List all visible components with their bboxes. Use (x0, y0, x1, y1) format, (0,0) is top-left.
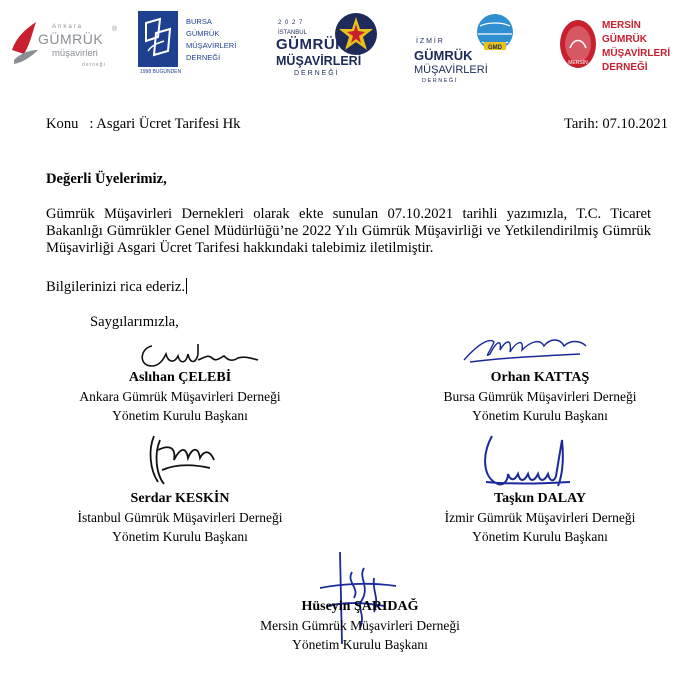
signatory-org: İstanbul Gümrük Müşavirleri Derneği (77, 510, 283, 525)
istanbul-logo-line2: MÜŞAVİRLERİ (276, 54, 362, 68)
info-line (46, 278, 187, 296)
signature-kattas-icon (460, 332, 590, 372)
mersin-logo-line2: GÜMRÜK (602, 34, 647, 45)
signatory-title: Yönetim Kurulu Başkanı (112, 408, 248, 423)
izmir-logo-city: İ Z M İ R (416, 38, 443, 45)
ankara-logo-reg: ® (112, 26, 118, 33)
date-text: Tarih: 07.10.2021 (564, 116, 668, 132)
signatory-org: İzmir Gümrük Müşavirleri Derneği (444, 510, 636, 525)
ankara-logo-top: Ankara (52, 24, 84, 30)
main-paragraph: Gümrük Müşavirleri Dernekleri olarak ekte sunulan 07.10.2021 tarihli yazımızla, T.C. Ticaret Bakanlığı Gümrükler Genel Müdürlüğü’ne 2022 Yılı Gümrük Müşavirliği ve Yetkilendirilmiş Gümrük Müşavirliği Asgari Ücret Tarifesi hakkındaki talebimiz iletilmiştir. (46, 206, 651, 256)
istanbul-logo-city: İSTANBUL (278, 30, 307, 36)
izmir-globe-icon (470, 12, 520, 56)
signatory-name: Taşkın DALAY (494, 491, 586, 506)
mersin-logo (558, 12, 688, 84)
bursa-logo-line2: GÜMRÜK (186, 29, 220, 38)
bursa-logo-est: 1998 BUGÜNDEN (140, 69, 182, 75)
mersin-logo-line4: DERNEĞİ (602, 62, 648, 73)
bursa-emblem-icon (138, 11, 178, 67)
ankara-logo-bottom: derneği (82, 62, 106, 68)
greeting: Değerli Üyelerimiz, (46, 171, 167, 187)
ankara-logo (10, 18, 120, 76)
subject-text: : Asgari Ücret Tarifesi Hk (89, 116, 241, 132)
ankara-emblem-icon (10, 20, 40, 68)
signatory-title: Yönetim Kurulu Başkanı (472, 529, 608, 544)
istanbul-logo-line3: D E R N E Ğ İ (294, 70, 338, 77)
ankara-logo-sub: müşavirleri (52, 48, 98, 59)
text-cursor (186, 278, 187, 294)
ankara-logo-main: GÜMRÜK (38, 31, 104, 47)
signatory-ankara (40, 368, 320, 425)
signatory-title: Yönetim Kurulu Başkanı (472, 408, 608, 423)
signatory-istanbul (40, 489, 320, 546)
signatory-mersin (220, 597, 500, 654)
subject-label: Konu (46, 116, 79, 132)
mersin-seal-icon (558, 18, 598, 74)
mersin-logo-line1: MERSİN (602, 20, 641, 31)
signatory-title: Yönetim Kurulu Başkanı (112, 529, 248, 544)
signatory-org: Ankara Gümrük Müşavirleri Derneği (79, 389, 281, 404)
signature-keskin-icon (140, 430, 220, 490)
istanbul-logo-year: 2 0 2 7 (278, 20, 304, 26)
bursa-logo-line1: BURSA (186, 17, 212, 26)
mersin-logo-line3: MÜŞAVİRLERİ (602, 48, 671, 59)
izmir-logo (414, 12, 526, 84)
mersin-seal-text: MERSİN (568, 60, 588, 66)
signatory-name: Orhan KATTAŞ (490, 370, 590, 385)
bursa-logo-line4: DERNEĞİ (186, 53, 221, 62)
signatory-name: Hüseyin ŞARIDAĞ (301, 599, 419, 614)
istanbul-logo (272, 12, 384, 80)
izmir-logo-line2: MÜŞAVİRLERİ (414, 64, 488, 76)
signature-dalay-icon (478, 430, 578, 490)
izmir-logo-line1: GÜMRÜK (414, 48, 473, 63)
closing: Saygılarımızla, (90, 314, 179, 330)
signatory-title: Yönetim Kurulu Başkanı (292, 637, 428, 652)
istanbul-logo-line1: GÜMRÜK (276, 36, 347, 53)
signatory-name: Aslıhan ÇELEBİ (128, 370, 232, 385)
signatory-name: Serdar KESKİN (130, 491, 230, 506)
signatory-org: Mersin Gümrük Müşavirleri Derneği (260, 618, 460, 633)
signatory-izmir (400, 489, 680, 546)
izmir-badge-text: GMD (488, 45, 502, 51)
izmir-logo-line3: D E R N E Ğ İ (422, 78, 457, 84)
signatory-org: Bursa Gümrük Müşavirleri Derneği (443, 389, 637, 404)
info-text: Bilgilerinizi rica ederiz. (46, 279, 185, 295)
signatory-bursa (400, 368, 680, 425)
bursa-emblem-box (138, 11, 178, 67)
bursa-logo (138, 11, 238, 79)
bursa-logo-line3: MÜŞAVİRLERİ (186, 41, 237, 50)
subject-line (46, 116, 240, 133)
